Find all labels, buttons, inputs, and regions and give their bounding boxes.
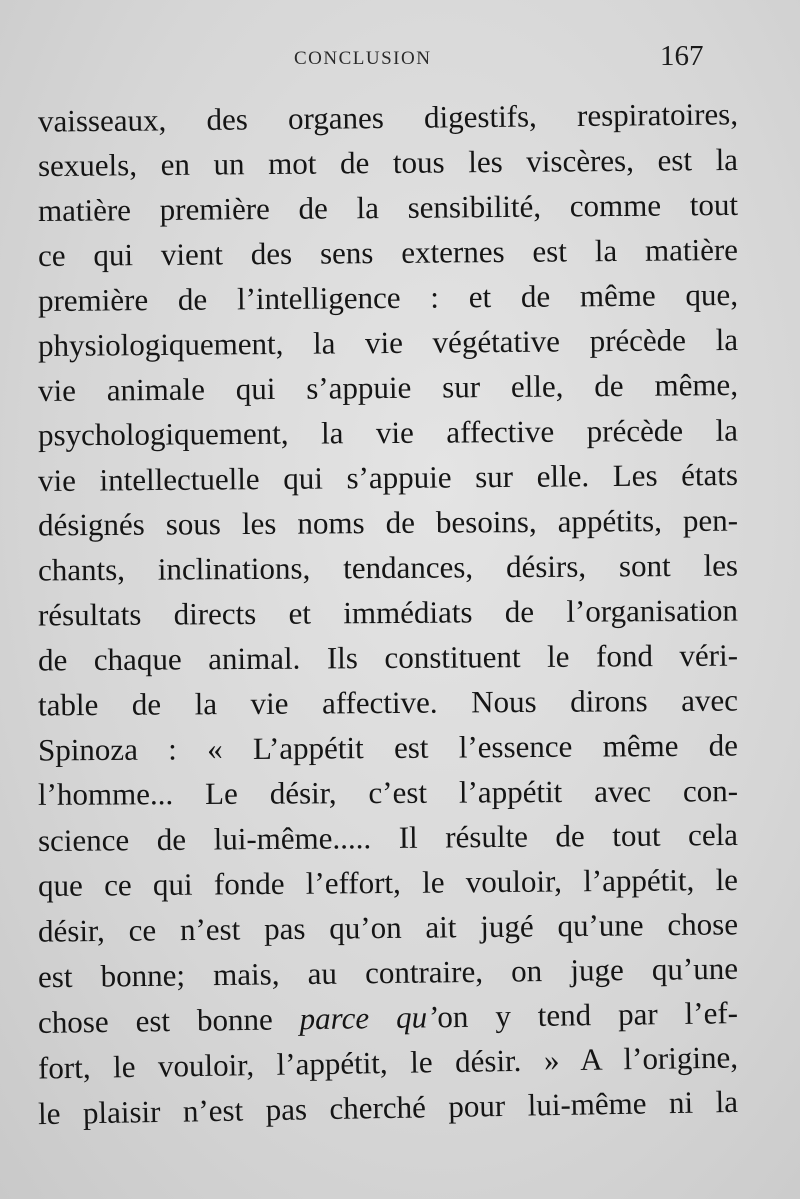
text-line-10: désignés sous les noms de besoins, appétits, pen- (37, 502, 739, 543)
text-line-17: science de lui-même..... Il résulte de tout cela (37, 816, 739, 859)
text-line-2: sexuels, en un mot de tous les viscères, est la (37, 141, 739, 184)
text-line-18: que ce qui fonde l’effort, le vouloir, l’appétit, le (37, 861, 739, 904)
text-line-11: chants, inclinations, tendances, désirs, sont les (37, 547, 739, 588)
text-line-3: matière première de la sensibilité, comme tout (37, 186, 739, 229)
text-line-13: de chaque animal. Ils constituent le fond véri- (37, 637, 739, 678)
running-title: CONCLUSION (294, 48, 432, 69)
text-line-4: ce qui vient des sens externes est la matière (37, 231, 739, 274)
body-paragraph (38, 95, 738, 1130)
text-line-16: l’homme... Le désir, c’est l’appétit avec con- (37, 773, 739, 812)
text-line-5: première de l’intelligence : et de même que, (37, 276, 739, 319)
text-line-20: est bonne; mais, au contraire, on juge qu’une (37, 950, 739, 995)
text-line-21-start: chose est bonne (37, 1001, 300, 1040)
text-line-14: table de la vie affective. Nous dirons avec (37, 682, 739, 723)
page-header (0, 40, 800, 80)
text-line-23: le plaisir n’est pas cherché pour lui-même ni la (37, 1083, 739, 1132)
text-line-21-end: on y tend par l’ef- (437, 995, 739, 1035)
text-line-7: vie animale qui s’appuie sur elle, de même, (37, 366, 739, 409)
text-line-22: fort, le vouloir, l’appétit, le désir. » A l’origine, (37, 1039, 739, 1086)
text-line-8: psychologiquement, la vie affective précède la (37, 412, 739, 453)
text-line-9: vie intellectuelle qui s’appuie sur elle. Les états (37, 456, 739, 499)
italic-phrase: parce qu’ (299, 999, 438, 1037)
text-line-6: physiologiquement, la vie végétative précède la (37, 321, 739, 364)
page-number: 167 (660, 40, 704, 72)
text-line-12: résultats directs et immédiats de l’organisation (37, 592, 739, 633)
text-line-1: vaisseaux, des organes digestifs, respiratoires, (37, 96, 739, 139)
text-line-15: Spinoza : « L’appétit est l’essence même de (37, 727, 739, 768)
text-line-19: désir, ce n’est pas qu’on ait jugé qu’une chose (37, 906, 739, 949)
